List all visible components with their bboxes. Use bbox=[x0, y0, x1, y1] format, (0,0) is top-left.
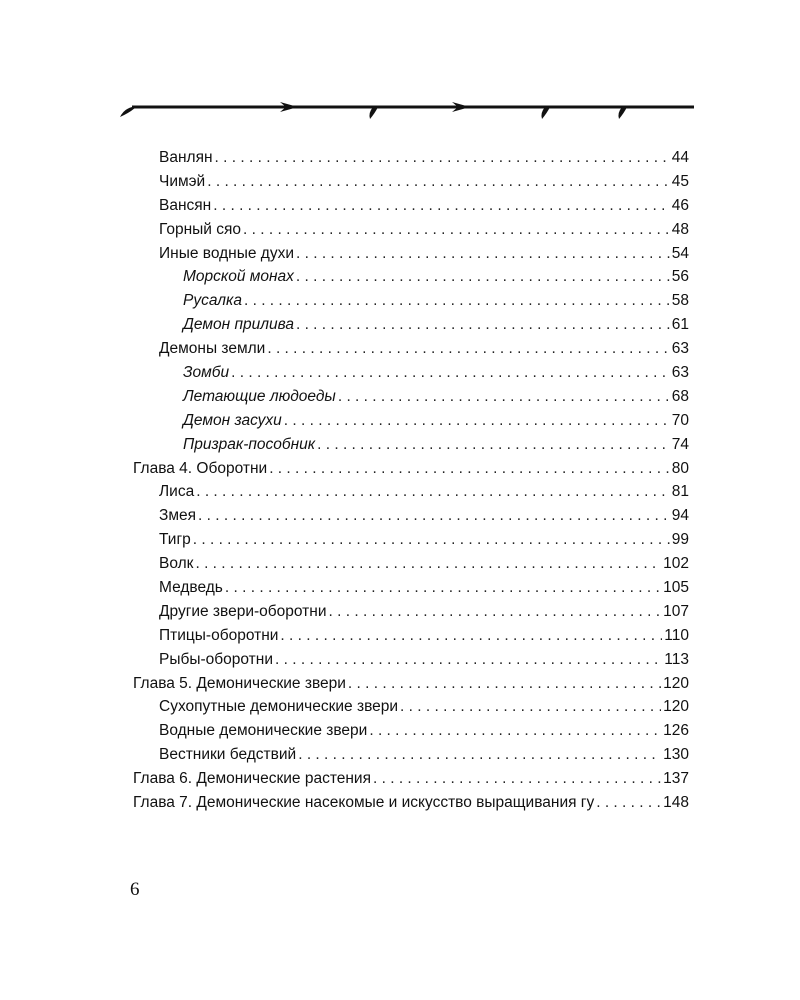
toc-entry-title: Лиса bbox=[159, 483, 195, 501]
toc-entry-title: Глава 4. Оборотни bbox=[133, 459, 268, 477]
dot-leader bbox=[244, 289, 670, 313]
toc-entry-title: Глава 7. Демонические насекомые и искусство выращивания гу bbox=[133, 794, 595, 812]
toc-entry-title: Чимэй bbox=[159, 172, 206, 190]
toc-entry-page: 99 bbox=[671, 531, 689, 549]
toc-entry bbox=[133, 242, 689, 266]
toc-entry-title: Змея bbox=[159, 507, 197, 525]
toc-chapter-entry bbox=[133, 767, 689, 791]
dot-leader bbox=[269, 457, 670, 481]
toc-entry-page: 45 bbox=[671, 172, 689, 190]
ornament-leaf-left bbox=[120, 107, 135, 117]
toc-entry-page: 110 bbox=[664, 626, 689, 644]
toc-entry-title: Тигр bbox=[159, 531, 191, 549]
toc-entry-title: Вестники бедствий bbox=[159, 746, 297, 764]
toc-entry-page: 58 bbox=[671, 292, 689, 310]
dot-leader bbox=[207, 170, 670, 194]
dot-leader bbox=[296, 313, 670, 337]
dot-leader bbox=[317, 433, 670, 457]
toc-entry-title: Медведь bbox=[159, 579, 223, 597]
toc-entry-title: Летающие людоеды bbox=[183, 387, 336, 405]
toc-entry-page: 74 bbox=[671, 435, 689, 453]
toc-entry-title: Иные водные духи bbox=[159, 244, 294, 262]
table-of-contents bbox=[133, 146, 689, 815]
toc-entry-page: 120 bbox=[663, 698, 689, 716]
dot-leader bbox=[329, 600, 662, 624]
dot-leader bbox=[267, 337, 669, 361]
dot-leader bbox=[198, 504, 670, 528]
toc-entry-title: Демоны земли bbox=[159, 340, 266, 358]
toc-entry-title: Волк bbox=[159, 555, 194, 573]
dot-leader bbox=[225, 576, 661, 600]
toc-entry bbox=[133, 385, 689, 409]
toc-entry-title: Рыбы-оборотни bbox=[159, 650, 273, 668]
toc-entry-title: Глава 5. Демонические звери bbox=[133, 674, 346, 692]
toc-entry-page: 61 bbox=[671, 316, 689, 334]
toc-entry-title: Водные демонические звери bbox=[159, 722, 368, 740]
toc-entry bbox=[133, 695, 689, 719]
toc-entry-page: 80 bbox=[671, 459, 689, 477]
toc-entry bbox=[133, 361, 689, 385]
toc-entry bbox=[133, 409, 689, 433]
dot-leader bbox=[298, 743, 661, 767]
toc-entry bbox=[133, 313, 689, 337]
toc-entry-title: Горный сяо bbox=[159, 220, 242, 238]
toc-entry-page: 48 bbox=[671, 220, 689, 238]
dot-leader bbox=[196, 480, 670, 504]
toc-chapter-entry bbox=[133, 791, 689, 815]
toc-entry-page: 105 bbox=[663, 579, 689, 597]
ornament-leaf-1 bbox=[369, 107, 378, 119]
ornament-leaf-3 bbox=[618, 107, 627, 119]
toc-entry-title: Ванлян bbox=[159, 149, 213, 166]
dot-leader bbox=[195, 552, 661, 576]
dot-leader bbox=[284, 409, 670, 433]
toc-entry-page: 120 bbox=[663, 674, 689, 692]
toc-entry-page: 126 bbox=[663, 722, 689, 740]
dot-leader bbox=[213, 194, 670, 218]
toc-entry-page: 63 bbox=[671, 340, 689, 358]
toc-entry-page: 63 bbox=[671, 364, 689, 382]
toc-entry-title: Демон прилива bbox=[183, 316, 294, 334]
toc-entry-page: 81 bbox=[671, 483, 689, 501]
toc-entry bbox=[133, 194, 689, 218]
dot-leader bbox=[296, 265, 670, 289]
page-number: 6 bbox=[130, 879, 140, 900]
dot-leader bbox=[400, 695, 661, 719]
toc-entry bbox=[133, 600, 689, 624]
dot-leader bbox=[215, 146, 670, 170]
toc-entry bbox=[133, 170, 689, 194]
header-ornament bbox=[118, 96, 696, 120]
toc-entry-page: 94 bbox=[671, 507, 689, 525]
toc-entry-title: Вансян bbox=[159, 196, 212, 214]
toc-entry bbox=[133, 743, 689, 767]
toc-entry bbox=[133, 433, 689, 457]
toc-entry bbox=[133, 504, 689, 528]
toc-entry bbox=[133, 337, 689, 361]
toc-entry-page: 46 bbox=[671, 196, 689, 214]
toc-entry-page: 130 bbox=[663, 746, 689, 764]
toc-entry-title: Зомби bbox=[183, 364, 230, 382]
toc-entry-title: Птицы-оборотни bbox=[159, 626, 279, 644]
toc-entry-page: 148 bbox=[663, 794, 689, 812]
toc-chapter-entry bbox=[133, 672, 689, 696]
toc-entry-page: 107 bbox=[663, 602, 689, 620]
dot-leader bbox=[369, 719, 661, 743]
dot-leader bbox=[296, 242, 670, 266]
dot-leader bbox=[373, 767, 661, 791]
toc-entry bbox=[133, 552, 689, 576]
toc-entry-title: Глава 6. Демонические растения bbox=[133, 770, 371, 788]
toc-entry-page: 70 bbox=[671, 411, 689, 429]
toc-entry-title: Сухопутные демонические звери bbox=[159, 698, 399, 716]
toc-entry-page: 68 bbox=[671, 387, 689, 405]
dot-leader bbox=[243, 218, 670, 242]
toc-entry-page: 102 bbox=[663, 555, 689, 573]
toc-entry bbox=[133, 576, 689, 600]
toc-entry bbox=[133, 648, 689, 672]
dot-leader bbox=[596, 791, 661, 815]
toc-entry bbox=[133, 289, 689, 313]
dot-leader bbox=[280, 624, 662, 648]
toc-entry bbox=[133, 624, 689, 648]
toc-chapter-entry bbox=[133, 457, 689, 481]
toc-entry-page: 54 bbox=[671, 244, 689, 262]
ornament-leaf-2 bbox=[541, 107, 550, 119]
toc-entry bbox=[133, 719, 689, 743]
toc-entry-title: Демон засухи bbox=[183, 411, 282, 429]
dot-leader bbox=[348, 672, 661, 696]
toc-entry bbox=[133, 265, 689, 289]
toc-entry bbox=[133, 480, 689, 504]
toc-entry-page: 44 bbox=[671, 149, 689, 166]
toc-entry bbox=[133, 218, 689, 242]
toc-entry-page: 113 bbox=[664, 650, 689, 668]
dot-leader bbox=[275, 648, 662, 672]
dot-leader bbox=[338, 385, 670, 409]
toc-entry-title: Морской монах bbox=[183, 268, 294, 286]
toc-entry-title: Русалка bbox=[183, 292, 242, 310]
toc-entry-page: 56 bbox=[671, 268, 689, 286]
toc-entry bbox=[133, 146, 689, 170]
toc-entry-page: 137 bbox=[663, 770, 689, 788]
toc-entry-title: Призрак-пособник bbox=[183, 435, 316, 453]
toc-entry-title: Другие звери-оборотни bbox=[159, 602, 327, 620]
dot-leader bbox=[231, 361, 670, 385]
dot-leader bbox=[193, 528, 670, 552]
toc-entry bbox=[133, 528, 689, 552]
